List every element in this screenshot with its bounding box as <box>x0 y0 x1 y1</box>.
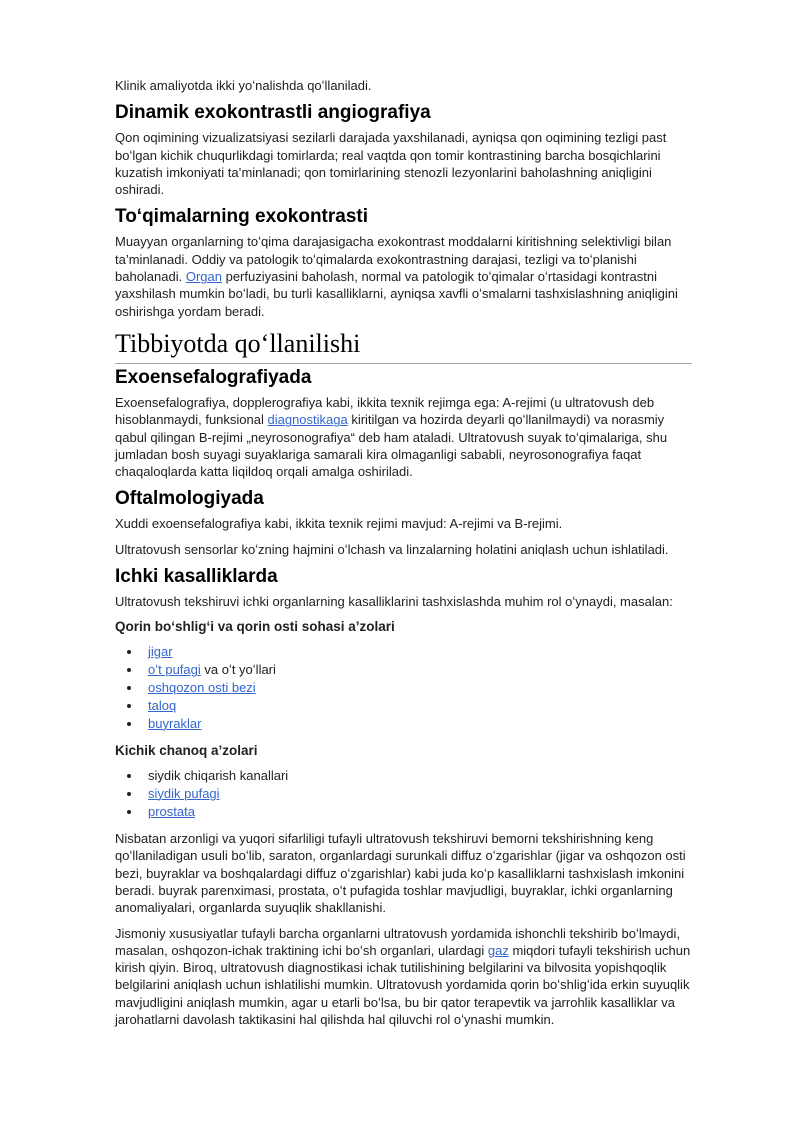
text-phys-pre: Jismoniy xususiyatlar tufayli barcha organlarni ultratovush yordamida ishonchli tekshirib boʻlmaydi, masalan, oshqozon-ichak traktining ichi boʻsh organlari, ulardagi <box>115 925 681 958</box>
heading-echoencephalography: Exoensefalografiyada <box>115 366 312 388</box>
link-diagnostikaga[interactable]: diagnostikaga <box>267 412 348 428</box>
paragraph-ophthalmology-modes: Xuddi exoensefalografiya kabi, ikkita texnik rejimi mavjud: A-rejimi va B-rejimi. <box>115 516 563 532</box>
list-item-oshqozon-osti-bezi <box>142 679 692 697</box>
list-item-siydik-pufagi <box>142 785 692 803</box>
link-taloq[interactable]: taloq <box>148 698 177 714</box>
text-phys-post: miqdori tufayli tekshirish uchun kirish qiyin. Biroq, ultratovush diagnostikasi ichak tutilishining belgilarini va bilvosita yopishqoqlik belgilarini aniqlash uchun ishlatilishi mumkin. Ultratovush yordamida qorin boʻshligʻida erkin suyuqlik mavjudligini aniqlash mumkin, agar u etarli boʻlsa, bu bir qator terapevtik va jarrohlik kasalliklar va jarohatlarni davolash taktikasini hal qilishda hal qiluvchi rol oʻynashi mumkin. <box>115 942 691 1028</box>
article-page <box>115 77 692 1036</box>
text-ot-yollari: va oʻt yoʻllari <box>200 661 276 677</box>
paragraph-tissue-echocontrast <box>115 233 692 319</box>
section-dynamic-angiography <box>115 102 692 198</box>
text-siydik-kanallari: siydik chiqarish kanallari <box>148 767 289 783</box>
link-gaz[interactable]: gaz <box>487 942 509 958</box>
section-tissue-echocontrast <box>115 206 692 319</box>
text-tissue-post: perfuziyasini baholash, normal va patologik toʻqimalar oʻrtasidagi kontrastni yaxshilash mumkin boʻladi, bu turli kasalliklarni, ayniqsa xavfli oʻsmalarni tashxislashning aniqligini oshirishga yordam beradi. <box>115 269 678 319</box>
heading-abdomen-organs: Qorin boʻshligʻi va qorin osti sohasi a’zolari <box>115 619 395 635</box>
section-echoencephalography <box>115 367 692 480</box>
list-item-siydik-kanallari <box>142 767 692 785</box>
heading-ophthalmology: Oftalmologiyada <box>115 488 264 510</box>
link-organ[interactable]: Organ <box>185 269 222 285</box>
link-buyraklar[interactable]: buyraklar <box>148 716 202 732</box>
text-echo-pre: Exoensefalografiya, dopplerografiya kabi, ikkita texnik rejimga ega: A-rejimi (u ultratovush deb hisoblanmaydi, funksional <box>115 394 655 428</box>
text-tissue-pre: Muayyan organlarning toʻqima darajasigacha exokontrast moddalarni kiritishning selektivligi bilan ta’minlanadi. Oddiy va patologik toʻqimalarda exokontrastning darajasi, tezligi va toʻplanishi baholanadi. <box>115 234 672 285</box>
list-abdomen-organs <box>115 643 692 733</box>
text-echo-post: kiritilgan va hozirda deyarli qoʻllanilmaydi) va norasmiy qabul qilingan B-rejimi „neyrosonografiya“ deb ham ataladi. Ultratovush suyak toʻqimalariga, shu jumladan bosh suyagi suyaklariga samarali kira olmaganligi sababli, neyrosonografiya faqat chaqaloqlarda katta liqildoq orqali amalga oshiriladi. <box>115 412 668 480</box>
paragraph-physical-limitations <box>115 925 692 1029</box>
paragraph-dynamic-angiography: Qon oqimining vizualizatsiyasi sezilarli darajada yaxshilanadi, ayniqsa qon oqimining tezligi past boʻlgan kichik chuqurlikdagi tomirlarda; real vaqtda qon tomir kontrastining barcha bosqichlarini kuzatish imkoniyati ta’minlanadi; qon tomirlarining stenozli lezyonlarini baholashning aniqligini oshiradi. <box>115 130 667 198</box>
list-item-taloq <box>142 697 692 715</box>
list-item-prostata <box>142 803 692 821</box>
list-item-jigar <box>142 643 692 661</box>
heading-medicine-usage: Tibbiyotda qoʻllanilishi <box>115 328 692 364</box>
paragraph-internal-intro: Ultratovush tekshiruvi ichki organlarning kasalliklarini tashxislashda muhim rol oʻynaydi, masalan: <box>115 594 673 610</box>
paragraph-clinical-intro: Klinik amaliyotda ikki yoʻnalishda qoʻllaniladi. <box>115 78 372 93</box>
paragraph-echoencephalography <box>115 394 692 480</box>
heading-internal-diseases: Ichki kasalliklarda <box>115 566 278 588</box>
list-item-ot-pufagi <box>142 661 692 679</box>
link-oshqozon-osti-bezi[interactable]: oshqozon osti bezi <box>148 680 256 696</box>
list-pelvis-organs <box>115 767 692 821</box>
heading-tissue-echocontrast: Toʻqimalarning exokontrasti <box>115 206 369 228</box>
heading-pelvis-organs: Kichik chanoq a’zolari <box>115 743 258 759</box>
link-ot-pufagi[interactable]: oʻt pufagi <box>148 661 201 677</box>
paragraph-ophthalmology-sensors: Ultratovush sensorlar koʻzning hajmini oʻlchash va linzalarning holatini aniqlash uchun ishlatiladi. <box>115 541 669 557</box>
section-ophthalmology <box>115 488 692 558</box>
heading-dynamic-angiography: Dinamik exokontrastli angiografiya <box>115 102 431 124</box>
paragraph-cost-benefits: Nisbatan arzonligi va yuqori sifarliligi tufayli ultratovush tekshiruvi bemorni tekshirishning keng qoʻllaniladigan usuli boʻlib, saraton, organlardagi surunkali diffuz oʻzgarishlar (jigar va oshqozon osti bezi, buyraklar va boshqalardagi diffuz oʻzgarishlar) kabi juda koʻp kasalliklarni tashxislash imkonini beradi. buyrak parenximasi, prostata, oʻt pufagida toshlar mavjudligi, buyraklar, ichki organlarning anomaliyalari, organlarda suyuqlik shakllanishi. <box>115 831 686 916</box>
link-siydik-pufagi[interactable]: siydik pufagi <box>148 785 220 801</box>
list-item-buyraklar <box>142 715 692 733</box>
link-prostata[interactable]: prostata <box>148 804 195 819</box>
link-jigar[interactable]: jigar <box>148 643 173 659</box>
section-internal-diseases <box>115 566 692 1028</box>
